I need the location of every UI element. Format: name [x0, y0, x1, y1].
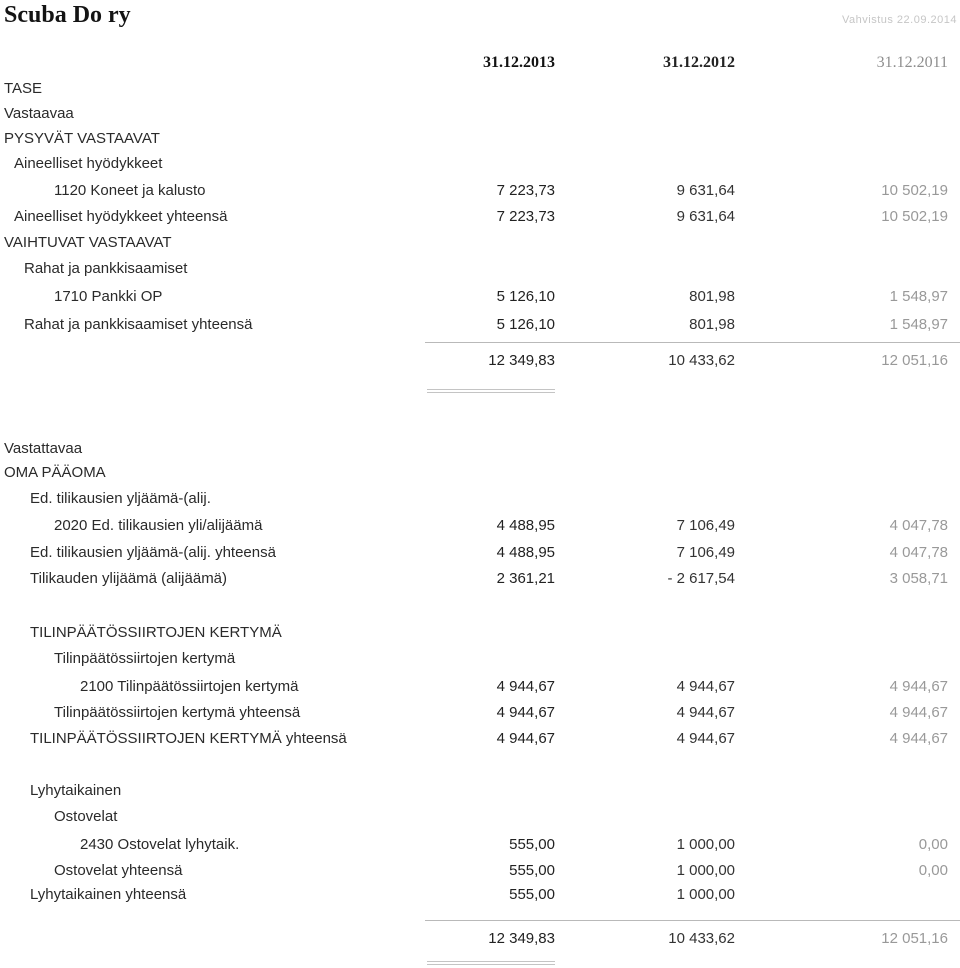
- total-liabilities-2011: 12 051,16: [881, 930, 948, 947]
- table-row: [0, 350, 960, 374]
- value-2011: 10 502,19: [881, 208, 948, 225]
- table-row: [0, 568, 960, 592]
- value-2012: - 2 617,54: [667, 570, 735, 587]
- row-label: Tilikauden ylijäämä (alijäämä): [30, 570, 228, 587]
- table-row: [0, 488, 960, 512]
- row-label: OMA PÄÄOMA: [4, 464, 106, 481]
- total-double-rule: [427, 392, 555, 393]
- table-row: [0, 728, 960, 752]
- value-2011: 0,00: [918, 862, 948, 879]
- table-row: [0, 834, 960, 858]
- value-2013: 4 944,67: [496, 730, 555, 747]
- total-liabilities-2013: 12 349,83: [488, 930, 555, 947]
- table-row: [0, 622, 960, 646]
- value-2013: 5 126,10: [496, 288, 555, 305]
- row-label: Ostovelat yhteensä: [54, 862, 183, 879]
- row-label: TILINPÄÄTÖSSIIRTOJEN KERTYMÄ yhteensä: [30, 730, 347, 747]
- total-assets-2013: 12 349,83: [488, 352, 555, 369]
- row-label: Aineelliset hyödykkeet: [14, 155, 163, 172]
- row-label: Aineelliset hyödykkeet yhteensä: [14, 208, 228, 225]
- table-row: [0, 860, 960, 884]
- table-row: [0, 648, 960, 672]
- value-2012: 9 631,64: [676, 208, 735, 225]
- subtotal-rule: [425, 342, 960, 343]
- value-2013: 555,00: [509, 886, 555, 903]
- table-row: [0, 286, 960, 310]
- row-label: 1120 Koneet ja kalusto: [54, 182, 206, 199]
- table-row: [0, 128, 960, 152]
- table-row: [0, 206, 960, 230]
- table-row: [0, 884, 960, 908]
- value-2012: 4 944,67: [676, 704, 735, 721]
- table-row: [0, 542, 960, 566]
- value-2013: 2 361,21: [496, 570, 555, 587]
- value-2013: 5 126,10: [496, 316, 555, 333]
- table-row: [0, 103, 960, 127]
- value-2013: 7 223,73: [496, 208, 555, 225]
- value-2011: 4 944,67: [889, 730, 948, 747]
- value-2012: 801,98: [689, 288, 735, 305]
- total-assets-2012: 10 433,62: [668, 352, 735, 369]
- value-2013: 4 944,67: [496, 704, 555, 721]
- row-label: Ostovelat: [54, 808, 118, 825]
- value-2013: 4 488,95: [496, 544, 555, 561]
- row-label: Tilinpäätössiirtojen kertymä yhteensä: [54, 704, 301, 721]
- value-2012: 1 000,00: [676, 836, 735, 853]
- value-2013: 555,00: [509, 836, 555, 853]
- total-double-rule: [427, 961, 555, 962]
- value-2013: 7 223,73: [496, 182, 555, 199]
- value-2012: 7 106,49: [676, 544, 735, 561]
- row-label: Rahat ja pankkisaamiset: [24, 260, 188, 277]
- company-name: Scuba Do ry: [4, 2, 131, 28]
- row-label: 1710 Pankki OP: [54, 288, 163, 305]
- row-label: Ed. tilikausien yljäämä-(alij. yhteensä: [30, 544, 276, 561]
- value-2011: 1 548,97: [889, 316, 948, 333]
- value-2012: 1 000,00: [676, 862, 735, 879]
- value-2012: 4 944,67: [676, 678, 735, 695]
- row-label: TILINPÄÄTÖSSIIRTOJEN KERTYMÄ: [30, 624, 282, 641]
- subtotal-rule: [425, 920, 960, 921]
- row-label: 2020 Ed. tilikausien yli/alijäämä: [54, 517, 263, 534]
- table-row: [0, 78, 960, 102]
- value-2012: 1 000,00: [676, 886, 735, 903]
- value-2011: 10 502,19: [881, 182, 948, 199]
- value-2012: 4 944,67: [676, 730, 735, 747]
- value-2012: 7 106,49: [676, 517, 735, 534]
- table-row: [0, 702, 960, 726]
- row-label: 2430 Ostovelat lyhytaik.: [80, 836, 240, 853]
- value-2012: 801,98: [689, 316, 735, 333]
- row-label: Tilinpäätössiirtojen kertymä: [54, 650, 236, 667]
- value-2013: 4 944,67: [496, 678, 555, 695]
- table-row: [0, 928, 960, 952]
- value-2011: 4 047,78: [889, 544, 948, 561]
- table-row: [0, 258, 960, 282]
- row-label: Lyhytaikainen yhteensä: [30, 886, 187, 903]
- column-header-2013: 31.12.2013: [483, 54, 555, 71]
- table-row: [0, 462, 960, 486]
- total-assets-2011: 12 051,16: [881, 352, 948, 369]
- row-label: TASE: [4, 80, 43, 97]
- value-2013: 555,00: [509, 862, 555, 879]
- row-label: VAIHTUVAT VASTAAVAT: [4, 234, 172, 251]
- column-header-2012: 31.12.2012: [663, 54, 735, 71]
- approval-stamp: Vahvistus 22.09.2014: [842, 14, 957, 26]
- row-label: Vastattavaa: [4, 440, 83, 457]
- value-2012: 9 631,64: [676, 182, 735, 199]
- table-row: [0, 806, 960, 830]
- value-2011: 0,00: [918, 836, 948, 853]
- column-header-2011: 31.12.2011: [876, 54, 948, 71]
- table-row: [0, 180, 960, 204]
- table-row: [0, 314, 960, 338]
- value-2011: 4 944,67: [889, 704, 948, 721]
- table-row: [0, 515, 960, 539]
- value-2011: 4 047,78: [889, 517, 948, 534]
- row-label: PYSYVÄT VASTAAVAT: [4, 130, 160, 147]
- row-label: Vastaavaa: [4, 105, 74, 122]
- table-row: [0, 780, 960, 804]
- table-row: [0, 232, 960, 256]
- value-2013: 4 488,95: [496, 517, 555, 534]
- value-2011: 1 548,97: [889, 288, 948, 305]
- row-label: Ed. tilikausien yljäämä-(alij.: [30, 490, 211, 507]
- total-double-rule: [427, 964, 555, 965]
- row-label: Rahat ja pankkisaamiset yhteensä: [24, 316, 253, 333]
- table-row: [0, 153, 960, 177]
- total-double-rule: [427, 389, 555, 390]
- table-row: [0, 438, 960, 462]
- value-2011: 3 058,71: [889, 570, 948, 587]
- row-label: Lyhytaikainen: [30, 782, 122, 799]
- total-liabilities-2012: 10 433,62: [668, 930, 735, 947]
- table-row: [0, 676, 960, 700]
- row-label: 2100 Tilinpäätössiirtojen kertymä: [80, 678, 299, 695]
- value-2011: 4 944,67: [889, 678, 948, 695]
